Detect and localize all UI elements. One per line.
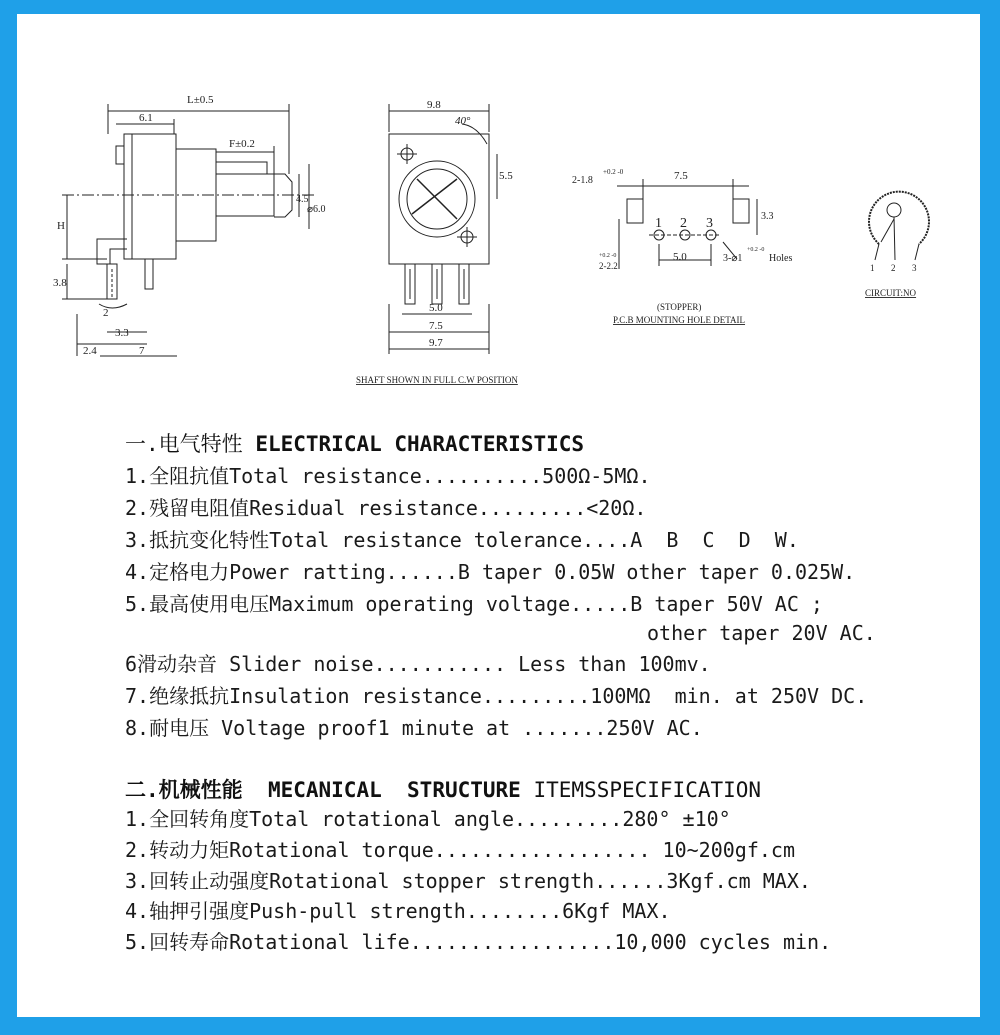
dim-5-0: 5.0: [429, 302, 443, 314]
mechanical-item-5: 5.回转寿命Rotational life.................10,000 cycles min.: [125, 930, 832, 954]
circuit-pin-2: 2: [891, 263, 896, 273]
mechanical-heading-cn: 二.机械性能: [125, 778, 243, 802]
pcb-dim-2-2-2: 2-2.2: [599, 261, 618, 271]
electrical-heading-en: ELECTRICAL CHARACTERISTICS: [255, 432, 585, 456]
dim-2-4: 2.4: [83, 345, 97, 357]
dim-3-8: 3.8: [53, 277, 67, 289]
mechanical-heading-tail: ITEMSSPECIFICATION: [533, 778, 762, 802]
electrical-item-5: 5.最高使用电压Maximum operating voltage.....B taper 50V AC ;: [125, 592, 823, 616]
pcb-tol-1-8: +0.2 -0: [603, 168, 624, 176]
dim-F: F±0.2: [229, 138, 255, 150]
pcb-holes-suffix: Holes: [769, 253, 793, 264]
dim-4-5: 4.5: [296, 194, 309, 205]
dim-7: 7: [139, 345, 145, 357]
mechanical-item-2: 2.转动力矩Rotational torque.................. 10~200gf.cm: [125, 838, 796, 862]
circuit-pin-3: 3: [912, 263, 917, 273]
dim-6-1: 6.1: [139, 112, 153, 124]
pcb-holes: 3-⌀1: [723, 253, 743, 264]
dim-L: L±0.5: [187, 94, 214, 106]
technical-drawing: [17, 14, 980, 404]
electrical-item-2: 2.残留电阻值Residual resistance.........<20Ω.: [125, 496, 647, 520]
electrical-item-5-cont: other taper 20V AC.: [647, 621, 876, 645]
front-view: [389, 104, 497, 354]
pcb-dim-3-3: 3.3: [761, 211, 774, 222]
electrical-item-8: 8.耐电压 Voltage proof1 minute at .......250V AC.: [125, 716, 703, 740]
dim-9-7: 9.7: [429, 337, 443, 349]
pcb-dim-2-1-8: 2-1.8: [572, 175, 593, 186]
pcb-stopper: (STOPPER): [657, 302, 702, 312]
dim-angle: 40°: [455, 115, 471, 127]
circuit-pin-1: 1: [870, 263, 875, 273]
pcb-caption: P.C.B MOUNTING HOLE DETAIL: [613, 315, 746, 325]
electrical-heading-cn: 一.电气特性: [125, 432, 243, 456]
electrical-item-3: 3.抵抗变化特性Total resistance tolerance....A B C D W.: [125, 528, 799, 552]
mechanical-item-3: 3.回转止动强度Rotational stopper strength......3Kgf.cm MAX.: [125, 869, 811, 893]
mechanical-heading: [125, 774, 761, 804]
dim-3-3: 3.3: [115, 327, 129, 339]
mechanical-item-1: 1.全回转角度Total rotational angle.........280° ±10°: [125, 807, 731, 831]
dim-5-5: 5.5: [499, 170, 513, 182]
shaft-caption: SHAFT SHOWN IN FULL C.W POSITION: [356, 375, 518, 385]
dim-9-8: 9.8: [427, 99, 441, 111]
pcb-holes-tol: +0.2 -0: [747, 247, 765, 253]
pcb-tol-2-2: +0.2 -0: [599, 253, 617, 259]
electrical-heading: [125, 428, 584, 458]
pcb-pin-1: 1: [655, 216, 662, 231]
datasheet-page: [17, 14, 980, 1017]
dim-7-5: 7.5: [429, 320, 443, 332]
dim-H: H: [57, 220, 65, 232]
dim-6-0: ⌀6.0: [307, 204, 326, 215]
circuit-label: CIRCUIT:NO: [865, 288, 917, 298]
dim-2: 2: [103, 307, 109, 319]
electrical-item-6: 6滑动杂音 Slider noise........... Less than 100mv.: [125, 652, 711, 676]
mechanical-item-4: 4.轴押引强度Push-pull strength........6Kgf MAX.: [125, 899, 671, 923]
pcb-dim-7-5: 7.5: [674, 170, 688, 182]
pcb-pin-2: 2: [680, 216, 687, 231]
pcb-dim-5-0: 5.0: [673, 251, 687, 263]
pcb-pin-3: 3: [706, 216, 713, 231]
side-view: [62, 104, 317, 356]
electrical-item-7: 7.绝缘抵抗Insulation resistance.........100MΩ min. at 250V DC.: [125, 684, 868, 708]
electrical-item-4: 4.定格电力Power ratting......B taper 0.05W other taper 0.025W.: [125, 560, 856, 584]
electrical-item-1: 1.全阻抗值Total resistance..........500Ω-5MΩ.: [125, 464, 651, 488]
mechanical-heading-en: MECANICAL STRUCTURE: [267, 778, 521, 802]
circuit-symbol: [869, 192, 929, 260]
